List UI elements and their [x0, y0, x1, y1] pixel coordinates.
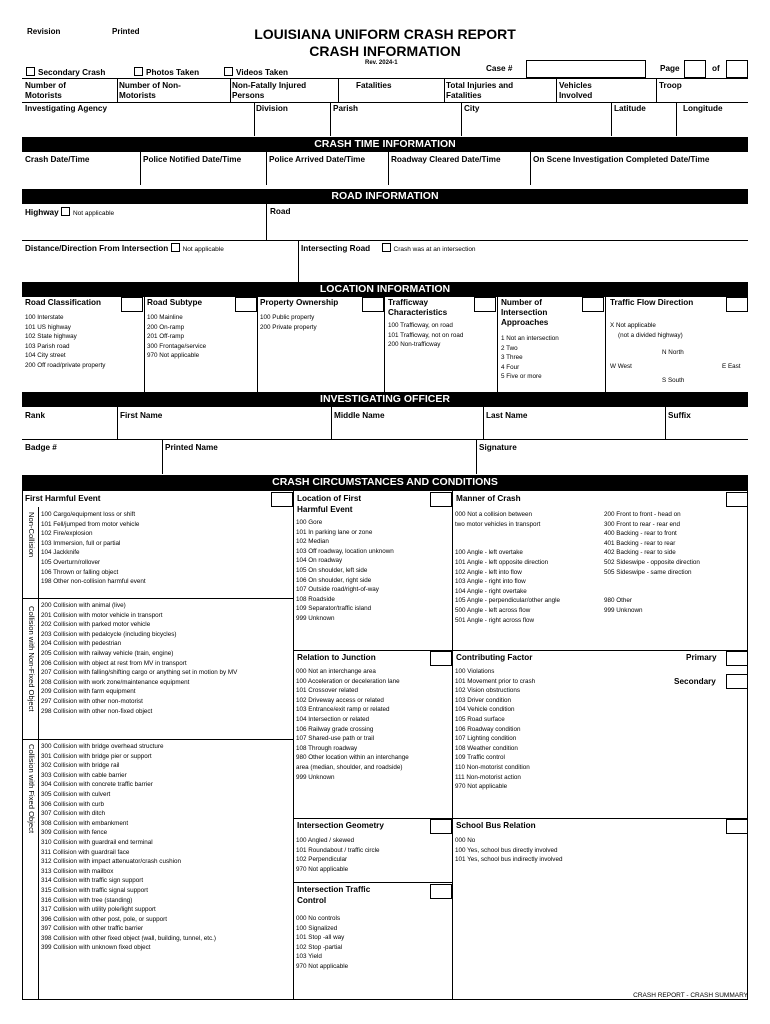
list-item: 103 Off roadway, location unknown	[296, 547, 394, 555]
trafficway-field[interactable]	[474, 297, 496, 312]
noncollision-label: Non-Collision	[27, 512, 36, 558]
list-item: two motor vehicles in transport	[455, 520, 541, 528]
itc-title-1: Intersection Traffic	[297, 885, 371, 894]
road-label: Road	[270, 207, 291, 216]
list-item: 297 Collision with other non-motorist	[41, 697, 143, 705]
road-subtype-title: Road Subtype	[147, 298, 203, 307]
ownership-list	[260, 313, 317, 332]
list-item: 106 Railway grade crossing	[296, 725, 374, 733]
list-item: 313 Collision with mailbox	[41, 867, 114, 875]
trafficway-list	[388, 321, 463, 350]
list-item: 317 Collision with utility pole/light support	[41, 906, 156, 914]
approaches-field[interactable]	[582, 297, 604, 312]
list-item: 101 Crossover related	[296, 687, 358, 695]
geometry-list	[296, 836, 380, 874]
list-item: 201 Collision with motor vehicle in transport	[41, 611, 163, 619]
middle-name-label: Middle Name	[334, 411, 385, 420]
itc-list	[296, 914, 348, 972]
list-item: 109 Separator/traffic island	[296, 605, 372, 613]
vehicles-label: Vehicles Involved	[559, 81, 593, 100]
latitude-label: Latitude	[614, 104, 646, 113]
list-item: 106 Roadway condition	[455, 725, 521, 733]
list-item: 102 Vision obstructions	[455, 687, 520, 695]
list-item: 4 Four	[501, 363, 520, 371]
list-item: 109 Traffic control	[455, 754, 505, 762]
list-item: 104 Jackknife	[41, 549, 80, 557]
flow-na: X Not applicable	[610, 322, 656, 329]
rev-label: Rev. 2024-1	[365, 60, 398, 66]
list-item: 102 State highway	[25, 333, 77, 341]
list-item: 100 Angled / skewed	[296, 837, 355, 844]
distance-label: Distance/Direction From Intersection Not applicable	[25, 244, 224, 253]
nonfixed-label: Collision with Non-Fixed Object	[27, 606, 36, 712]
list-item: 505 Sideswipe - same direction	[604, 568, 692, 576]
list-item: 970 Not applicable	[147, 352, 200, 360]
list-item: 201 Off-ramp	[147, 333, 184, 341]
list-item: 205 Collision with railway vehicle (train, engine)	[41, 649, 174, 657]
flow-south: S South	[662, 377, 685, 384]
list-item: 204 Collision with pedestrian	[41, 640, 122, 648]
list-item: 100 Cargo/equipment loss or shift	[41, 511, 136, 518]
list-item: 101 US highway	[25, 323, 71, 331]
list-item: 207 Collision with falling/shifting cargo or anything set in motion by MV	[41, 669, 238, 677]
nonfatal-label: Non-Fatally Injured Persons	[232, 81, 307, 100]
police-arrived-label: Police Arrived Date/Time	[269, 155, 366, 164]
fixed-label: Collision with Fixed Object	[27, 744, 36, 834]
list-item: 300 Front to rear - rear end	[604, 520, 680, 528]
list-item	[604, 587, 700, 597]
roadway-cleared-label: Roadway Cleared Date/Time	[391, 155, 501, 164]
list-item: 105 Overturn/rollover	[41, 558, 101, 566]
list-item: 106 Thrown or falling object	[41, 568, 119, 576]
circumstances-bar: CRASH CIRCUMSTANCES AND CONDITIONS	[22, 475, 748, 490]
list-item: 396 Collision with other post, pole, or support	[41, 915, 168, 923]
list-item: 206 Collision with object at rest from MV in transport	[41, 659, 187, 667]
list-item: 311 Collision with guardrail face	[41, 848, 130, 856]
total-injuries-label: Total Injuries and Fatalities	[446, 81, 514, 100]
printed-label: Printed	[112, 27, 140, 36]
footer-label: CRASH REPORT - CRASH SUMMARY	[633, 992, 748, 999]
list-item: 100 Signalized	[296, 924, 338, 932]
flow-east: E East	[722, 363, 741, 370]
road-subtype-field[interactable]	[235, 297, 257, 312]
list-item: 108 Roadside	[296, 595, 335, 603]
list-item: 402 Backing - rear to side	[604, 549, 676, 557]
manner-list-b	[604, 510, 700, 616]
list-item: 2 Two	[501, 344, 518, 352]
list-item: 105 Angle - perpendicular/other angle	[455, 597, 561, 605]
list-item: 310 Collision with guardrail end terminal	[41, 838, 153, 846]
list-item: 111 Non-motorist action	[455, 773, 521, 781]
page-field[interactable]	[684, 60, 706, 78]
list-item: 103 Entrance/exit ramp or related	[296, 706, 390, 714]
list-item: 200 Off road/private property	[25, 361, 106, 369]
list-item: 101 Movement prior to crash	[455, 677, 536, 685]
list-item: 000 Not a collision between	[455, 511, 533, 518]
list-item: 108 Weather condition	[455, 744, 518, 752]
list-item: 401 Backing - rear to rear	[604, 539, 676, 547]
list-item: 302 Collision with bridge rail	[41, 762, 120, 770]
list-item: 104 Intersection or related	[296, 715, 370, 723]
list-item: 100 Acceleration or deceleration lane	[296, 677, 400, 685]
loc-list	[296, 518, 394, 624]
road-subtype-list	[147, 313, 206, 361]
road-info-bar: ROAD INFORMATION	[22, 189, 748, 204]
list-item: 203 Collision with pedalcycle (including bicycles)	[41, 630, 177, 638]
list-item: 100 Angle - left overtake	[455, 549, 523, 557]
motorists-label: Number of Motorists	[25, 81, 66, 100]
list-item: 100 Trafficway, on road	[388, 322, 453, 329]
road-class-title: Road Classification	[25, 298, 101, 307]
list-item: 3 Three	[501, 354, 523, 362]
list-item: 105 On shoulder, left side	[296, 566, 368, 574]
list-item: 101 Fell/jumped from motor vehicle	[41, 520, 140, 528]
police-notified-label: Police Notified Date/Time	[143, 155, 242, 164]
list-item: 101 Trafficway, not on road	[388, 331, 464, 339]
troop-label: Troop	[659, 81, 682, 90]
list-item: 101 Stop -all way	[296, 934, 345, 942]
first-name-label: First Name	[120, 411, 163, 420]
traffic-flow-field[interactable]	[726, 297, 748, 312]
of-label: of	[712, 64, 720, 73]
fhe-title: First Harmful Event	[25, 494, 101, 503]
at-intersection-check[interactable]	[382, 243, 391, 252]
list-item: 397 Collision with other traffic barrier	[41, 925, 144, 933]
list-item: 107 Outside road/right-of-way	[296, 586, 379, 594]
loc-title-2: Harmful Event	[297, 505, 353, 514]
printed-name-label: Printed Name	[165, 443, 218, 452]
crash-time-bar: CRASH TIME INFORMATION	[22, 137, 748, 152]
list-item	[604, 577, 700, 587]
photos-taken-check[interactable]: Photos Taken	[134, 67, 199, 78]
list-item: 103 Immersion, full or partial	[41, 539, 121, 547]
list-item: 202 Collision with parked motor vehicle	[41, 621, 151, 629]
list-item: 399 Collision with unknown fixed object	[41, 944, 151, 952]
list-item: 103 Driver condition	[455, 696, 512, 704]
flow-west: W West	[610, 363, 632, 370]
list-item: 106 On shoulder, right side	[296, 576, 372, 584]
list-item: 304 Collision with concrete traffic barrier	[41, 781, 153, 789]
itc-title-2: Control	[297, 896, 327, 905]
schoolbus-list	[455, 836, 562, 865]
list-item: 300 Frontage/service	[147, 342, 207, 350]
list-item: 303 Collision with cable barrier	[41, 771, 127, 779]
schoolbus-title: School Bus Relation	[456, 821, 536, 830]
revision-label: Revision	[27, 27, 61, 36]
list-item: 970 Not applicable	[296, 962, 349, 970]
list-item: 107 Shared-use path or trail	[296, 735, 375, 743]
list-item: 209 Collision with farm equipment	[41, 688, 136, 696]
junction-list	[296, 667, 409, 782]
list-item: 309 Collision with fence	[41, 829, 108, 837]
road-class-list	[25, 313, 105, 371]
list-item: 200 Front to front - head on	[604, 511, 681, 518]
agency-label: Investigating Agency	[25, 104, 108, 113]
list-item: 102 Fire/explosion	[41, 530, 93, 538]
factor-list	[455, 667, 535, 792]
list-item: 315 Collision with traffic signal support	[41, 886, 148, 894]
list-item: 107 Lighting condition	[455, 735, 517, 743]
list-item: 100 Interstate	[25, 314, 64, 321]
secondary-label: Secondary	[674, 677, 716, 686]
list-item: 000 No controls	[296, 915, 341, 922]
list-item: 000 Not an interchange area	[296, 668, 376, 675]
loc-title-1: Location of First	[297, 494, 362, 503]
fhe-field[interactable]	[271, 492, 293, 507]
secondary-field[interactable]	[726, 674, 748, 689]
list-item: 999 Unknown	[296, 614, 335, 622]
list-item: 100 Public property	[260, 314, 315, 321]
list-item: 400 Backing - rear to front	[604, 530, 677, 538]
form-subtitle: CRASH INFORMATION	[309, 43, 461, 59]
last-name-label: Last Name	[486, 411, 528, 420]
highway-label: Highway Not applicable	[25, 208, 115, 217]
flow-north: N North	[662, 349, 684, 356]
list-item: 301 Collision with bridge pier or support	[41, 752, 152, 760]
list-item: 101 In parking lane or zone	[296, 528, 373, 536]
form-title: LOUISIANA UNIFORM CRASH REPORT	[254, 26, 516, 42]
list-item: 312 Collision with impact attenuator/crash cushion	[41, 858, 182, 866]
list-item: 980 Other location within an interchange	[296, 754, 409, 762]
list-item: 970 Not applicable	[296, 865, 349, 873]
list-item: 208 Collision with work zone/maintenance equipment	[41, 678, 190, 686]
list-item: 502 Sideswipe - opposite direction	[604, 558, 700, 566]
junction-title: Relation to Junction	[297, 653, 376, 662]
list-item: 200 Private property	[260, 323, 317, 331]
junction-field[interactable]	[430, 651, 452, 666]
manner-field[interactable]	[726, 492, 748, 507]
fatalities-label: Fatalities	[356, 81, 392, 90]
list-item: 316 Collision with tree (standing)	[41, 896, 133, 904]
fixed-list	[41, 742, 216, 953]
list-item: 102 Driveway access or related	[296, 696, 384, 704]
list-item: 500 Angle - left across flow	[455, 606, 531, 614]
list-item: 104 Vehicle condition	[455, 706, 515, 714]
longitude-label: Longitude	[683, 104, 723, 113]
list-item: 308 Collision with embankment	[41, 819, 129, 827]
list-item: 307 Collision with ditch	[41, 810, 106, 818]
onscene-label: On Scene Investigation Completed Date/Time	[533, 155, 710, 164]
list-item: 104 On roadway	[296, 557, 343, 565]
list-item: 104 City street	[25, 352, 66, 360]
list-item: 999 Unknown	[296, 773, 335, 781]
nonfixed-list	[41, 601, 237, 716]
highway-na-check[interactable]	[61, 207, 70, 216]
list-item: 100 Yes, school bus directly involved	[455, 846, 558, 854]
intersecting-road-label: Intersecting Road Crash was at an intersection	[301, 244, 476, 253]
list-item: 101 Angle - left opposite direction	[455, 558, 549, 566]
page-total-field[interactable]	[726, 60, 748, 78]
list-item: 103 Yield	[296, 953, 322, 961]
secondary-crash-check[interactable]: Secondary Crash	[26, 67, 105, 78]
list-item: 101 Roundabout / traffic circle	[296, 846, 380, 854]
traffic-flow-title: Traffic Flow Direction	[610, 298, 694, 307]
case-number-field[interactable]	[526, 60, 646, 78]
crash-date-label: Crash Date/Time	[25, 155, 90, 164]
rank-label: Rank	[25, 411, 46, 420]
schoolbus-field[interactable]	[726, 819, 748, 834]
list-item: 298 Collision with other non-fixed object	[41, 707, 153, 715]
signature-label: Signature	[479, 443, 517, 452]
road-class-field[interactable]	[121, 297, 143, 312]
list-item: 200 On-ramp	[147, 323, 185, 331]
list-item: 5 Five or more	[501, 373, 542, 381]
list-item: 101 Yes, school bus indirectly involved	[455, 856, 563, 864]
suffix-label: Suffix	[668, 411, 691, 420]
location-bar: LOCATION INFORMATION	[22, 282, 748, 297]
list-item: 398 Collision with other fixed object (wall, building, tunnel, etc.)	[41, 934, 217, 942]
videos-taken-check[interactable]: Videos Taken	[224, 67, 288, 78]
list-item: area (median, shoulder, and roadside)	[296, 763, 403, 771]
list-item: 102 Angle - left into flow	[455, 568, 522, 576]
list-item: 103 Angle - right into flow	[455, 578, 526, 586]
primary-label: Primary	[686, 653, 717, 662]
officer-bar: INVESTIGATING OFFICER	[22, 392, 748, 407]
list-item: 501 Angle - right across flow	[455, 616, 535, 624]
list-item: 300 Collision with bridge overhead structure	[41, 743, 164, 750]
ownership-title: Property Ownership	[260, 298, 339, 307]
geometry-field[interactable]	[430, 819, 452, 834]
list-item: 104 Angle - right overtake	[455, 587, 527, 595]
parish-label: Parish	[333, 104, 359, 113]
badge-label: Badge #	[25, 443, 57, 452]
noncollision-list	[41, 510, 146, 587]
list-item: 970 Not applicable	[455, 783, 508, 791]
list-item: 105 Road surface	[455, 715, 505, 723]
approaches-list	[501, 334, 559, 382]
nonmotorists-label: Number of Non-Motorists	[119, 81, 181, 100]
list-item: 980 Other	[604, 597, 633, 605]
list-item: 102 Median	[296, 538, 329, 546]
approaches-title: Number of Intersection Approaches	[501, 298, 549, 327]
division-label: Division	[256, 104, 288, 113]
trafficway-title: Trafficway Characteristics	[388, 298, 448, 317]
list-item: 306 Collision with curb	[41, 800, 104, 808]
list-item: 305 Collision with culvert	[41, 790, 111, 798]
list-item: 1 Not an intersection	[501, 335, 559, 342]
page-label: Page	[660, 64, 680, 73]
list-item: 100 Mainline	[147, 314, 183, 321]
list-item: 200 Collision with animal (live)	[41, 602, 126, 609]
list-item: 108 Through roadway	[296, 744, 358, 752]
list-item: 100 Violations	[455, 668, 495, 675]
ownership-field[interactable]	[362, 297, 384, 312]
manner-title: Manner of Crash	[456, 494, 521, 503]
case-number-label: Case #	[486, 64, 513, 73]
list-item: 103 Parish road	[25, 342, 70, 350]
list-item: 314 Collision with traffic sign support	[41, 877, 144, 885]
loc-field[interactable]	[430, 492, 452, 507]
list-item: 999 Unknown	[604, 606, 643, 614]
geometry-title: Intersection Geometry	[297, 821, 384, 830]
list-item: 102 Stop -partial	[296, 943, 343, 951]
list-item: 200 Non-trafficway	[388, 341, 441, 349]
distance-na-check[interactable]	[171, 243, 180, 252]
itc-field[interactable]	[430, 884, 452, 899]
list-item	[455, 539, 560, 549]
list-item	[455, 529, 560, 539]
primary-field[interactable]	[726, 651, 748, 666]
list-item: 110 Non-motorist condition	[455, 763, 530, 771]
flow-na2: (not a divided highway)	[618, 332, 683, 339]
manner-list-a	[455, 510, 560, 625]
list-item: 100 Gore	[296, 519, 323, 526]
city-label: City	[464, 104, 480, 113]
list-item: 198 Other non-collision harmful event	[41, 578, 146, 586]
factor-title: Contributing Factor	[456, 653, 533, 662]
list-item: 000 No	[455, 837, 476, 844]
list-item: 102 Perpendicular	[296, 856, 348, 864]
